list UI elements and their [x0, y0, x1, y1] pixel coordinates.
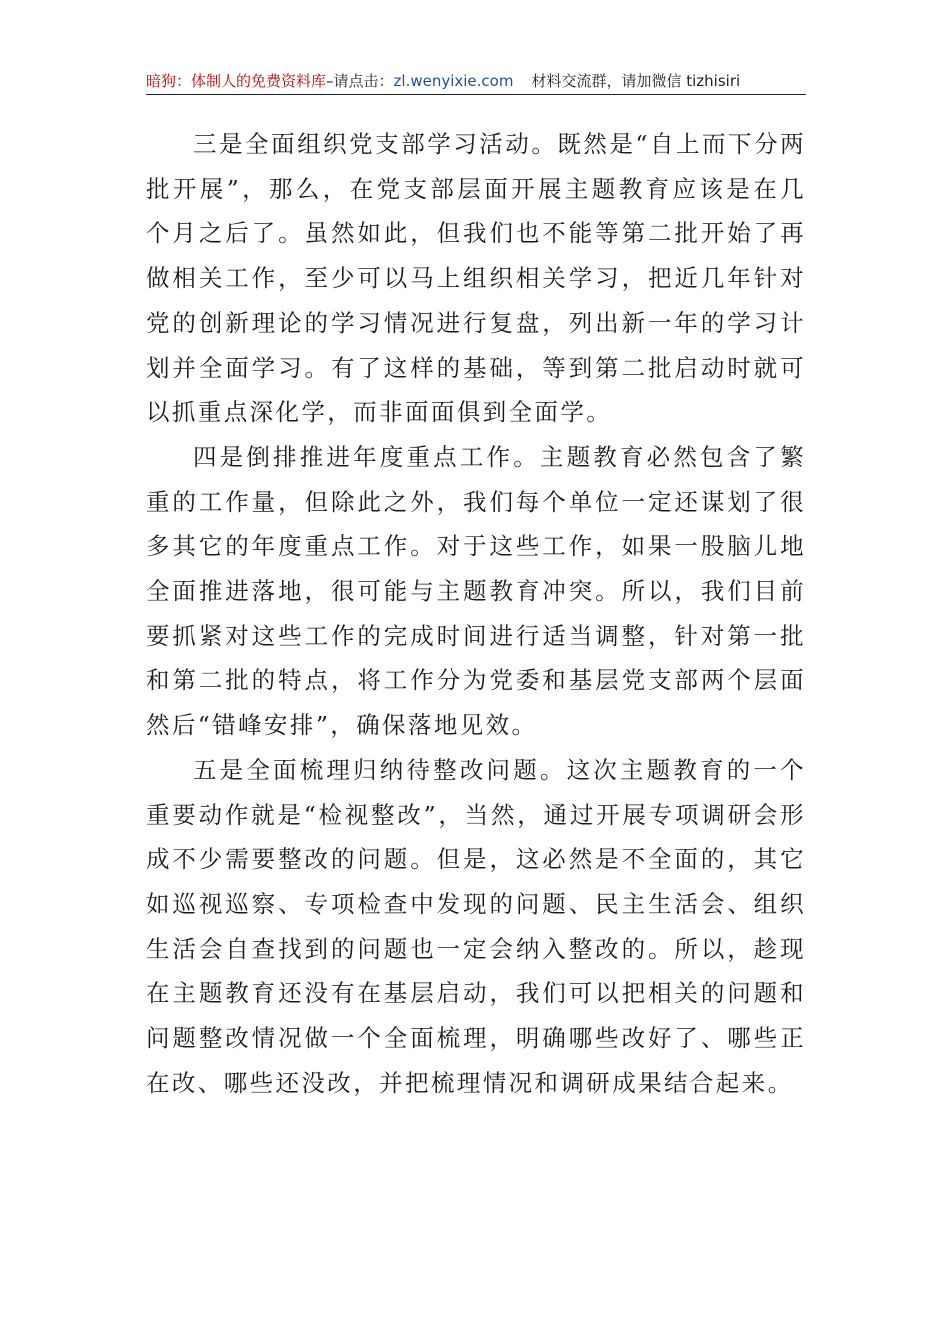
header-site-name: 暗狗：体制人的免费资料库 — [146, 72, 327, 90]
header-wechat-note: 材料交流群，请加微信 tizhisiri — [531, 72, 741, 90]
document-body — [146, 122, 806, 1105]
header-url-link[interactable]: zl.wenyixie.com — [393, 72, 514, 90]
header-divider — [146, 94, 806, 95]
paragraph-3: 三是全面组织党支部学习活动。既然是“自上而下分两批开展”，那么，在党支部层面开展主题教育应该是在几个月之后了。虽然如此，但我们也不能等第二批开始了再做相关工作，至少可以马上组织相关学习，把近几年针对党的创新理论的学习情况进行复盘，列出新一年的学习计划并全面学习。有了这样的基础，等到第二批启动时就可以抓重点深化学，而非面面俱到全面学。 — [146, 130, 806, 427]
paragraph-4: 四是倒排推进年度重点工作。主题教育必然包含了繁重的工作量，但除此之外，我们每个单位一定还谋划了很多其它的年度重点工作。对于这些工作，如果一股脑儿地全面推进落地，很可能与主题教育冲突。所以，我们目前要抓紧对这些工作的完成时间进行适当调整，针对第一批和第二批的特点，将工作分为党委和基层党支部两个层面然后“错峰安排”，确保落地见效。 — [146, 442, 806, 740]
header-click-prompt: –请点击： — [326, 72, 394, 90]
page-header — [146, 68, 806, 94]
paragraph-5: 五是全面梳理归纳待整改问题。这次主题教育的一个重要动作就是“检视整改”，当然，通过开展专项调研会形成不少需要整改的问题。但是，这必然是不全面的，其它如巡视巡察、专项检查中发现的问题、民主生活会、组织生活会自查找到的问题也一定会纳入整改的。所以，趁现在主题教育还没有在基层启动，我们可以把相关的问题和问题整改情况做一个全面梳理，明确哪些改好了、哪些正在改、哪些还没改，并把梳理情况和调研成果结合起来。 — [146, 755, 806, 1097]
